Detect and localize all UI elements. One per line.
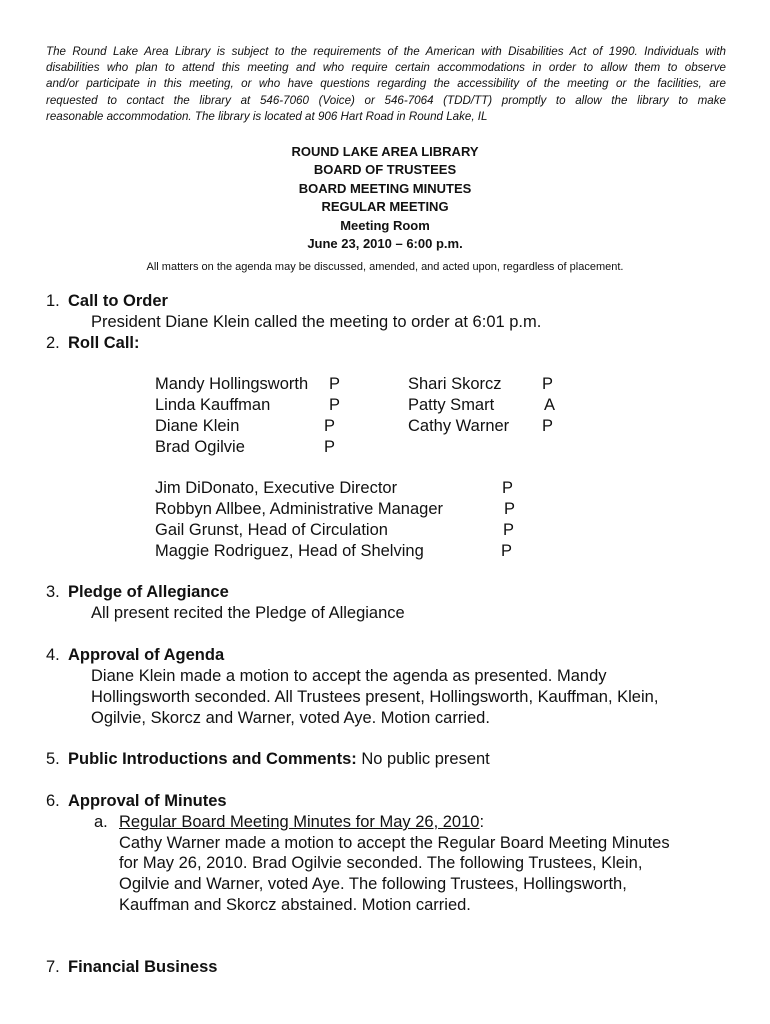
call-to-order-text: President Diane Klein called the meeting to order at 6:01 p.m.	[91, 313, 542, 331]
section-heading-minutes: Approval of Minutes	[68, 792, 227, 810]
trustee-name: Shari Skorcz	[408, 375, 502, 393]
attendance-status: P	[329, 375, 341, 393]
item-number: 4.	[46, 646, 60, 664]
item-number: 7.	[46, 958, 60, 976]
attendance-status: P	[503, 521, 515, 539]
agenda-disclaimer: All matters on the agenda may be discussed, amended, and acted upon, regardless of placement.	[146, 261, 624, 273]
staff-name: Maggie Rodriguez, Head of Shelving	[155, 542, 424, 560]
trustee-name: Diane Klein	[155, 417, 240, 435]
attendance-status: P	[504, 500, 516, 518]
ada-notice	[46, 44, 726, 125]
pledge-text: All present recited the Pledge of Allegiance	[91, 604, 405, 622]
minutes-text-line: Kauffman and Skorcz abstained. Motion carried.	[119, 896, 471, 914]
section-heading-call-to-order: Call to Order	[68, 292, 168, 310]
section-heading-pledge: Pledge of Allegiance	[68, 583, 229, 601]
item-number: 3.	[46, 583, 60, 601]
attendance-status: P	[502, 479, 514, 497]
trustee-name: Brad Ogilvie	[155, 438, 245, 456]
section-heading-agenda: Approval of Agenda	[68, 646, 225, 664]
sub-item-letter: a.	[94, 813, 108, 831]
sub-item-colon: :	[479, 813, 485, 831]
attendance-status: P	[542, 417, 554, 435]
attendance-status: P	[324, 438, 336, 456]
minutes-text-line: Cathy Warner made a motion to accept the Regular Board Meeting Minutes	[119, 834, 670, 852]
public-comments-line	[68, 750, 490, 769]
agenda-text-line: Hollingsworth seconded. All Trustees present, Hollingsworth, Kauffman, Klein,	[91, 688, 659, 706]
meeting-location: Meeting Room	[340, 218, 430, 233]
org-name: ROUND LAKE AREA LIBRARY	[291, 144, 479, 159]
section-heading-public: Public Introductions and Comments:	[68, 750, 357, 768]
minutes-text-line: Ogilvie and Warner, voted Aye. The following Trustees, Hollingsworth,	[119, 875, 627, 893]
trustee-name: Linda Kauffman	[155, 396, 271, 414]
meeting-date-time: June 23, 2010 – 6:00 p.m.	[307, 236, 463, 251]
section-heading-roll-call: Roll Call:	[68, 334, 140, 352]
agenda-text-line: Diane Klein made a motion to accept the agenda as presented. Mandy	[91, 667, 607, 685]
board-name: BOARD OF TRUSTEES	[313, 162, 457, 177]
attendance-status: P	[329, 396, 341, 414]
agenda-text-line: Ogilvie, Skorcz and Warner, voted Aye. Motion carried.	[91, 709, 490, 727]
notice-line: disabilities who plan to attend this meeting and who require certain accommodations in order to allow them to observe	[46, 61, 726, 75]
notice-line: and/or participate in this meeting, or who have questions regarding the accessibility of the meeting or the facilities, are	[46, 77, 726, 91]
notice-line: reasonable accommodation. The library is located at 906 Hart Road in Round Lake, IL	[46, 109, 488, 123]
item-number: 6.	[46, 792, 60, 810]
notice-line: requested to contact the library at 546-7060 (Voice) or 546-7064 (TDD/TT) promptly to allow the library to make	[46, 93, 726, 107]
public-comments-text: No public present	[361, 750, 490, 768]
staff-name: Robbyn Allbee, Administrative Manager	[155, 500, 443, 518]
trustee-name: Patty Smart	[408, 396, 495, 414]
staff-name: Jim DiDonato, Executive Director	[155, 479, 398, 497]
notice-line: The Round Lake Area Library is subject to the requirements of the American with Disabilities Act of 1990. Individuals with	[46, 45, 726, 58]
attendance-status: P	[501, 542, 513, 560]
meeting-type: REGULAR MEETING	[321, 199, 449, 214]
section-heading-financial: Financial Business	[68, 958, 218, 976]
sub-item-title: Regular Board Meeting Minutes for May 26, 2010	[119, 813, 480, 831]
minutes-text-line: for May 26, 2010. Brad Ogilvie seconded. The following Trustees, Klein,	[119, 854, 643, 872]
sub-item-heading	[119, 813, 484, 832]
item-number: 1.	[46, 292, 60, 310]
item-number: 2.	[46, 334, 60, 352]
document-title: BOARD MEETING MINUTES	[298, 181, 472, 196]
attendance-status: P	[324, 417, 336, 435]
trustee-name: Cathy Warner	[408, 417, 510, 435]
staff-name: Gail Grunst, Head of Circulation	[155, 521, 388, 539]
trustee-name: Mandy Hollingsworth	[155, 375, 309, 393]
item-number: 5.	[46, 750, 60, 768]
attendance-status: P	[542, 375, 554, 393]
attendance-status: A	[544, 396, 556, 414]
